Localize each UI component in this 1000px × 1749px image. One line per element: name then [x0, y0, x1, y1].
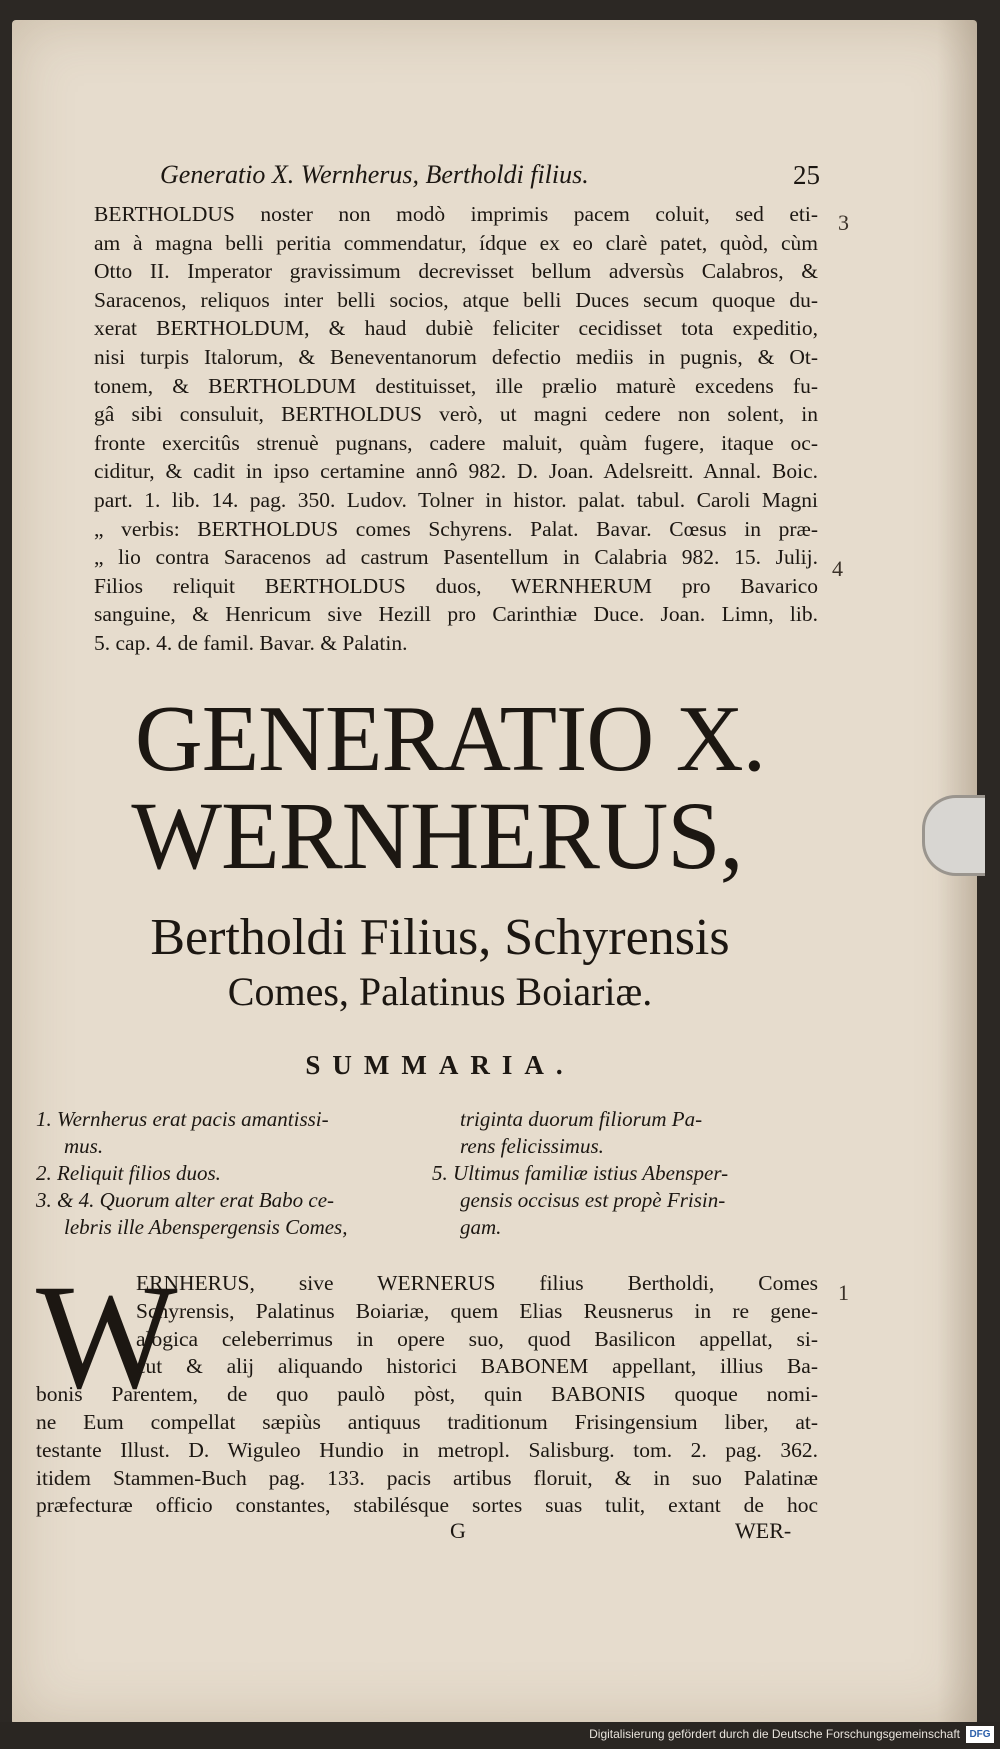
summary-item: 2. Reliquit filios duos. — [36, 1161, 221, 1185]
summary-item: gensis occisus est propè Frisin- — [460, 1188, 726, 1212]
text-line: ERNHERUS, sive WERNERUS filius Bertholdi, Comes — [136, 1271, 818, 1295]
signature-mark: G — [450, 1518, 466, 1543]
summary-item: lebris ille Abenspergensis Comes, — [64, 1215, 348, 1239]
text-line: 5. cap. 4. de famil. Bavar. & Palatin. — [94, 630, 408, 655]
text-line: cut & alij aliquando historici BABONEM appellant, illius Ba- — [136, 1354, 818, 1379]
text-line: „ lio contra Saracenos ad castrum Pasentellum in Calabria 982. 15. Julij. — [94, 545, 818, 570]
text-line: Schyrensis, Palatinus Boiariæ, quem Elias Reusnerus in re gene- — [136, 1298, 818, 1323]
summary-item: mus. — [64, 1134, 104, 1158]
text-line: am à magna belli peritia commendatur, ídque ex eo clarè patet, quòd, cùm — [94, 230, 818, 255]
chapter-subtitle: Bertholdi Filius, Schyrensis — [150, 909, 730, 966]
text-line: nisi turpis Italorum, & Beneventanorum defectio mediis in pugnis, & Ot- — [94, 344, 818, 369]
drop-cap: W — [36, 1254, 178, 1420]
text-line: tonem, & BERTHOLDUM destituisset, ille prælio maturè excedens fu- — [94, 373, 818, 398]
text-line: „ verbis: BERTHOLDUS comes Schyrens. Palat. Bavar. Cœsus in præ- — [94, 516, 818, 541]
text-line: bonis Parentem, de quo paulò pòst, quin BABONIS quoque nomi- — [36, 1382, 818, 1407]
summaria-left-column — [36, 1106, 426, 1241]
dfg-logo: DFG — [966, 1726, 994, 1743]
paragraph-bertholdus — [94, 200, 818, 658]
text-line: part. 1. lib. 14. pag. 350. Ludov. Tolner in histor. palat. tabul. Caroli Magni — [94, 487, 818, 512]
margin-number: 4 — [832, 556, 843, 581]
summary-item: 3. & 4. Quorum alter erat Babo ce- — [36, 1188, 335, 1212]
text-line: præfecturæ officio constantes, stabilésque sortes suas tulit, extant de hoc — [36, 1493, 818, 1518]
text-line: BERTHOLDUS noster non modò imprimis pacem coluit, sed eti- — [94, 202, 818, 226]
running-title: Generatio X. Wernherus, Bertholdi filius. — [160, 160, 589, 189]
summary-item: triginta duorum filiorum Pa- — [460, 1107, 703, 1131]
text-line: Saracenos, reliquos inter belli socios, atque belli Duces secum quoque du- — [94, 287, 818, 312]
text-line: xerat BERTHOLDUM, & haud dubiè feliciter cecidisset tota expeditio, — [94, 316, 818, 341]
margin-number: 3 — [838, 210, 849, 235]
page-number: 25 — [793, 160, 820, 190]
text-line: testante Illust. D. Wiguleo Hundio in metropl. Salisburg. tom. 2. pag. 362. — [36, 1437, 818, 1462]
text-line: alogica celeberrimus in opere suo, quod Basilicon appellat, si- — [136, 1326, 818, 1351]
text-line: Otto II. Imperator gravissimum decrevisset bellum adversùs Calabros, & — [94, 259, 818, 284]
summary-item: 1. Wernherus erat pacis amantissi- — [36, 1107, 329, 1131]
text-line: ciditur, & cadit in ipso certamine annô 982. D. Joan. Adelsreitt. Annal. Boic. — [94, 459, 818, 484]
summary-item: gam. — [460, 1215, 502, 1239]
footer-bar — [0, 1722, 1000, 1749]
summary-item: 5. Ultimus familiæ istius Abensper- — [432, 1161, 729, 1185]
page-clip — [922, 795, 985, 876]
summaria-heading: SUMMARIA. — [305, 1050, 575, 1080]
chapter-name: WERNHERUS, — [131, 782, 743, 889]
text-line: itidem Stammen-Buch pag. 133. pacis artibus floruit, & in suo Palatinæ — [36, 1465, 818, 1490]
catchword: WER- — [735, 1518, 792, 1543]
footer-credit: Digitalisierung gefördert durch die Deutsche Forschungsgemeinschaft — [589, 1727, 960, 1741]
margin-number: 1 — [838, 1280, 849, 1305]
paragraph-wernherus — [36, 1270, 818, 1520]
text-line: fronte exercitûs strenuè pugnans, cadere maluit, quàm fugere, itaque oc- — [94, 430, 818, 455]
text-line: Filios reliquit BERTHOLDUS duos, WERNHERUM pro Bavarico — [94, 573, 818, 598]
summaria-right-column — [432, 1106, 820, 1241]
running-header — [160, 160, 820, 190]
text-line: gâ sibi consuluit, BERTHOLDUS verò, ut magni cedere non solent, in — [94, 402, 818, 427]
summary-item: rens felicissimus. — [460, 1134, 604, 1158]
text-line: ne Eum compellat sæpiùs antiquus traditionum Frisingensium liber, at- — [36, 1409, 818, 1434]
chapter-subtitle-2: Comes, Palatinus Boiariæ. — [227, 969, 653, 1014]
chapter-title: GENERATIO X. — [134, 687, 766, 791]
text-line: sanguine, & Henricum sive Hezill pro Carinthiæ Duce. Joan. Limn, lib. — [94, 602, 818, 627]
